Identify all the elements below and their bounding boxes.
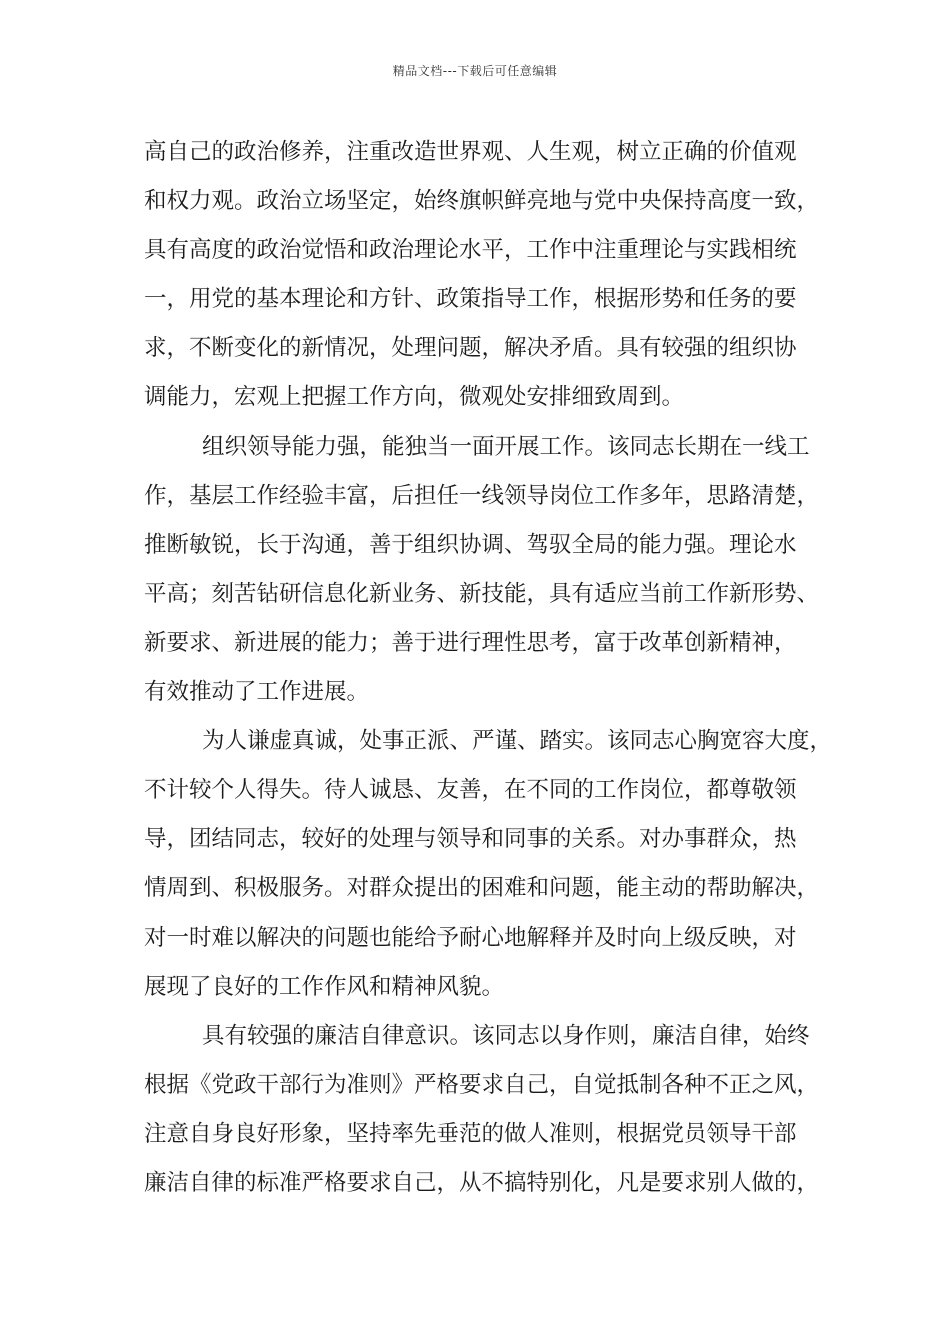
text-line: 注意自身良好形象，坚持率先垂范的做人准则，根据党员领导干部	[144, 1120, 797, 1147]
text-line: 调能力，宏观上把握工作方向，微观处安排细致周到。	[144, 384, 685, 411]
text-line: 高自己的政治修养，注重改造世界观、人生观，树立正确的价值观	[144, 139, 797, 165]
text-line: 廉洁自律的标准严格要求自己，从不搞特别化，凡是要求别人做的，	[144, 1169, 820, 1196]
paragraph-first-line: 具有较强的廉洁自律意识。该同志以身作则，廉洁自律，始终	[202, 1022, 810, 1049]
text-line: 推断敏锐，长于沟通，善于组织协调、驾驭全局的能力强。理论水	[144, 531, 797, 558]
text-line: 作，基层工作经验丰富，后担任一线领导岗位工作多年，思路清楚，	[144, 482, 820, 509]
paragraph-first-line: 组织领导能力强，能独当一面开展工作。该同志长期在一线工	[202, 433, 810, 460]
page-header: 精品文档---下载后可任意编辑	[392, 64, 558, 78]
text-line: 有效推动了工作进展。	[144, 679, 370, 706]
text-line: 对一时难以解决的问题也能给予耐心地解释并及时向上级反映，对	[144, 924, 797, 951]
paragraph-first-line: 为人谦虚真诚，处事正派、严谨、踏实。该同志心胸宽容大度，	[202, 728, 833, 755]
text-line: 导，团结同志，较好的处理与领导和同事的关系。对办事群众，热	[144, 826, 797, 853]
text-line: 平高；刻苦钻研信息化新业务、新技能，具有适应当前工作新形势、	[144, 580, 820, 607]
text-line: 具有高度的政治觉悟和政治理论水平，工作中注重理论与实践相统	[144, 237, 797, 264]
text-line: 一，用党的基本理论和方针、政策指导工作，根据形势和任务的要	[144, 286, 797, 313]
document-body	[144, 128, 833, 1208]
text-line: 展现了良好的工作作风和精神风貌。	[144, 973, 505, 1000]
text-line: 求，不断变化的新情况，处理问题，解决矛盾。具有较强的组织协	[144, 335, 797, 362]
text-line: 和权力观。政治立场坚定，始终旗帜鲜亮地与党中央保持高度一致，	[144, 188, 820, 215]
text-line: 新要求、新进展的能力；善于进行理性思考，富于改革创新精神，	[144, 629, 797, 656]
text-line: 不计较个人得失。待人诚恳、友善，在不同的工作岗位，都尊敬领	[144, 777, 797, 804]
text-line: 情周到、积极服务。对群众提出的困难和问题，能主动的帮助解决，	[144, 875, 820, 902]
text-line: 根据《党政干部行为准则》严格要求自己，自觉抵制各种不正之风，	[144, 1071, 820, 1098]
